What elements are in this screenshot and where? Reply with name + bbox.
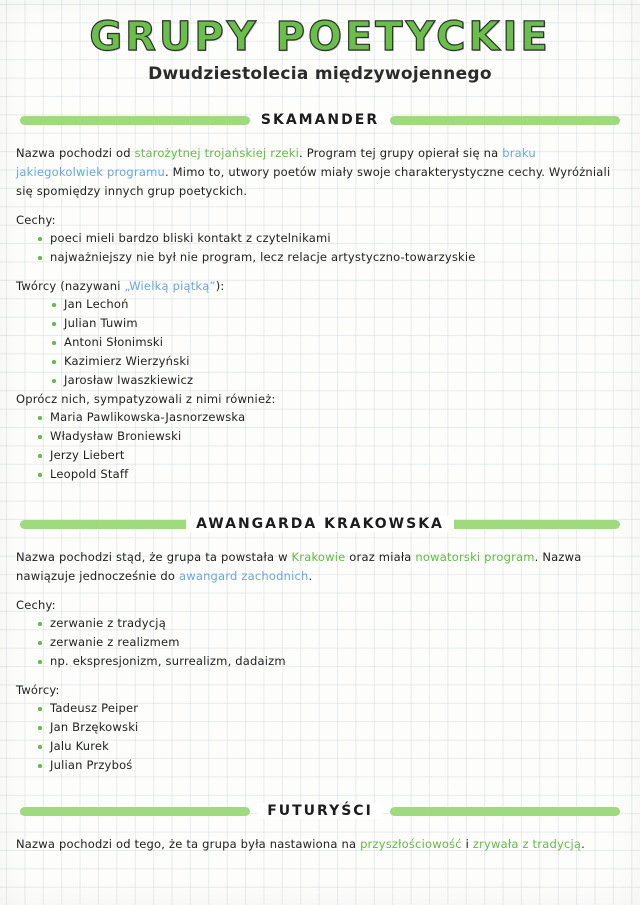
awangarda-tworcy-list [16, 699, 624, 775]
highlight-origin-river: starożytnej trojańskiej rzeki [134, 146, 300, 160]
list-item: Tadeusz Peiper [38, 699, 624, 718]
list-item: Jan Lechoń [52, 295, 624, 314]
banner-bar-right [390, 116, 620, 125]
skamander-cechy-list [16, 229, 624, 267]
highlight-no-program: braku jakiegokolwiek programu [16, 146, 536, 179]
list-item: Julian Przyboś [38, 756, 624, 775]
text-fragment: Nazwa pochodzi od tego, że ta grupa była nastawiona na [16, 837, 361, 851]
text-fragment: oraz miała [345, 550, 416, 564]
skamander-intro-paragraph [16, 144, 624, 201]
list-item: Władysław Broniewski [38, 427, 624, 446]
list-item: Jan Brzękowski [38, 718, 624, 737]
text-fragment: . [581, 837, 585, 851]
skamander-sympatycy-label: Oprócz nich, sympatyzowali z nimi również: [16, 392, 276, 406]
page-title: GRUPY POETYCKIE [89, 14, 551, 60]
text-fragment: Nazwa pochodzi od [16, 146, 135, 160]
text-fragment: ): [215, 279, 225, 293]
page-subtitle: Dwudziestolecia międzywojennego [148, 64, 492, 84]
banner-bar-left [20, 807, 250, 816]
text-fragment: . Nazwa nawiązuje jednocześnie do [16, 550, 582, 583]
list-item: Julian Tuwim [52, 314, 624, 333]
list-item: np. ekspresjonizm, surrealizm, dadaizm [38, 652, 624, 671]
skamander-tworcy-label [16, 279, 624, 293]
text-fragment: . [308, 569, 313, 583]
text-fragment: Nazwa pochodzi stąd, że grupa ta powstała w [16, 550, 292, 564]
list-item: Jarosław Iwaszkiewicz [52, 371, 624, 390]
list-item: Maria Pawlikowska-Jasnorzewska [38, 408, 624, 427]
text-fragment: . Program tej grupy opierał się na [299, 146, 503, 160]
section-banner-futurysci [16, 801, 624, 821]
highlight-wielka-piatka: „Wielką piątką” [124, 279, 216, 293]
skamander-cechy-label: Cechy: [16, 213, 56, 227]
skamander-tworcy-list [16, 295, 624, 390]
awangarda-cechy-label: Cechy: [16, 598, 56, 612]
text-fragment: . Mimo to, utwory poetów miały swoje charakterystyczne cechy. Wyróżniali się spomiędzy innych grup poetyckich. [16, 165, 611, 198]
awangarda-tworcy-label: Twórcy: [16, 683, 60, 697]
text-fragment: i [461, 837, 473, 851]
text-fragment: Twórcy (nazywani [16, 279, 125, 293]
list-item: Jerzy Liebert [38, 446, 624, 465]
page-header [16, 0, 624, 84]
section-banner-skamander [16, 110, 624, 130]
awangarda-cechy-list [16, 614, 624, 671]
awangarda-intro-paragraph [16, 548, 624, 586]
section-title: AWANGARDA KRAKOWSKA [186, 516, 454, 532]
section-title: FUTURYŚCI [257, 803, 383, 819]
list-item: Kazimierz Wierzyński [52, 352, 624, 371]
banner-bar-left [20, 116, 250, 125]
section-banner-awangarda [16, 514, 624, 534]
highlight-awangardy-zachodnie: awangard zachodnich [178, 569, 309, 583]
futurysci-intro-paragraph [16, 835, 624, 854]
section-title: SKAMANDER [251, 112, 389, 128]
list-item: zerwanie z realizmem [38, 633, 624, 652]
list-item: najważniejszy nie był nie program, lecz relacje artystyczno-towarzyskie [38, 248, 624, 267]
highlight-nowatorski-program: nowatorski program [415, 550, 535, 564]
list-item: Leopold Staff [38, 465, 624, 484]
list-item: zerwanie z tradycją [38, 614, 624, 633]
highlight-krakow: Krakowie [291, 550, 346, 564]
list-item: poeci mieli bardzo bliski kontakt z czytelnikami [38, 229, 624, 248]
highlight-przyszlosciowosc: przyszłościowość [360, 837, 462, 851]
list-item: Jalu Kurek [38, 737, 624, 756]
banner-bar-right [390, 807, 620, 816]
skamander-sympatycy-list [16, 408, 624, 484]
highlight-zrywala-z-tradycja: zrywała z tradycją [472, 837, 582, 851]
list-item: Antoni Słonimski [52, 333, 624, 352]
